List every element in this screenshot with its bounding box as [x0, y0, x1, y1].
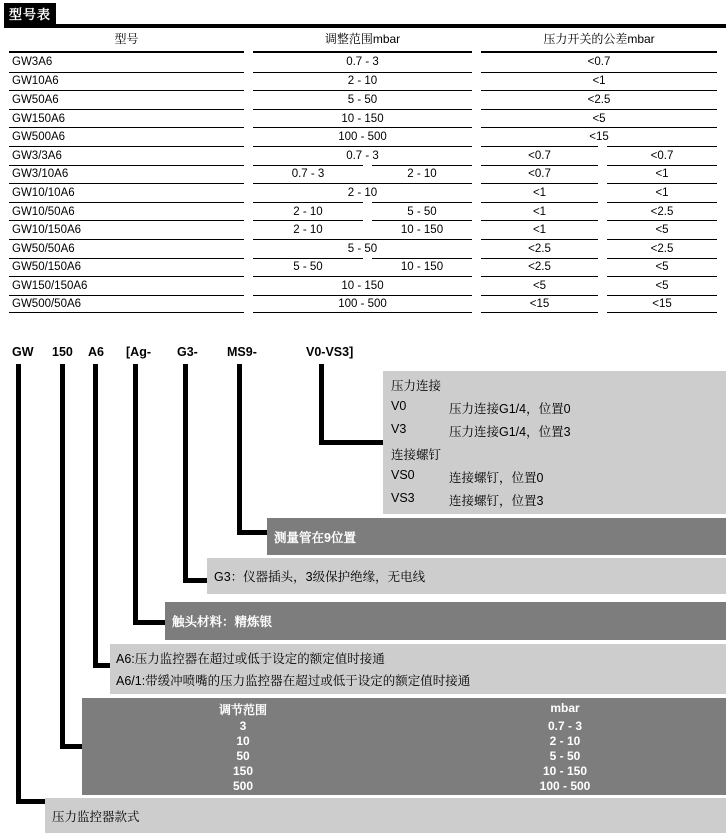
table-row [9, 183, 717, 202]
adjust-header-row [82, 701, 726, 718]
code-part-v0vs3: V0-VS3] [306, 345, 354, 359]
pressure-section-label: 连接螺钉 [391, 447, 442, 462]
adjust-row [82, 779, 726, 793]
table-cell-range: 5 - 50 [253, 239, 472, 258]
pressure-row [391, 399, 726, 417]
table-cell-model: GW50A6 [9, 90, 244, 109]
table-cell-range: 0.7 - 3 [253, 165, 363, 184]
table-cell-tol: <0.7 [481, 165, 598, 184]
adjust-range: 100 - 500 [539, 778, 591, 793]
code-part-g3: G3- [177, 345, 198, 359]
table-cell-model: GW50/50A6 [9, 239, 244, 258]
table-cell-tol: <2.5 [481, 90, 717, 109]
connector-a6-horizontal [93, 663, 110, 668]
table-cell-range: 10 - 150 [372, 258, 472, 277]
table-cell-range: 10 - 150 [372, 220, 472, 239]
table-cell-tol: <5 [481, 276, 598, 295]
table-cell-tol: <1 [481, 202, 598, 221]
table-cell-range: 5 - 50 [253, 90, 472, 109]
table-row [9, 127, 717, 146]
table-cell-tol: <1 [481, 220, 598, 239]
monitor-style-box [45, 798, 726, 833]
table-cell-tol: <0.7 [587, 56, 611, 69]
pressure-row [391, 468, 726, 486]
pressure-row [391, 422, 726, 440]
g3-label: G3：仪器插头，3级保护绝缘，无电线 [214, 570, 426, 584]
adjust-row [82, 764, 726, 778]
table-cell-tol: <2.5 [607, 239, 717, 258]
contact-material-label: 触头材料：精炼银 [172, 615, 273, 629]
model-table-body [9, 53, 717, 313]
table-cell-tol: <1 [607, 183, 717, 202]
page-title: 型号表 [4, 3, 56, 26]
g3-box [207, 558, 726, 594]
table-cell-range: 2 - 10 [253, 202, 363, 221]
pressure-connection-box [383, 371, 726, 514]
measuring-tube-box [267, 518, 726, 555]
table-cell-model: GW10A6 [9, 72, 244, 91]
table-cell-model: GW500/50A6 [9, 295, 244, 314]
table-row [9, 258, 717, 277]
pressure-row [391, 491, 726, 509]
adjust-value: 500 [232, 778, 254, 793]
adjust-value: 3 [239, 718, 247, 733]
adjust-row [82, 719, 726, 733]
table-cell-model: GW3A6 [12, 56, 53, 69]
table-cell-tol: <1 [481, 72, 717, 91]
connector-a6-vertical [93, 364, 98, 668]
table-row [9, 295, 717, 314]
adjust-value: 150 [232, 763, 254, 778]
table-cell-tol: <2.5 [481, 258, 598, 277]
table-cell-range: 100 - 500 [253, 127, 472, 146]
adjust-range: 5 - 50 [549, 748, 581, 763]
a6-box [110, 644, 726, 694]
measuring-tube-label: 测量管在9位置 [274, 530, 356, 545]
pressure-desc: 连接螺钉，位置0 [449, 470, 544, 485]
connector-ms9-horizontal [237, 530, 267, 535]
connector-g3-horizontal [183, 578, 207, 583]
table-row [9, 220, 717, 239]
table-row [9, 53, 717, 72]
table-header-row [9, 28, 717, 53]
adjust-value: 50 [236, 748, 250, 763]
table-row [9, 276, 717, 295]
table-cell-tol: <5 [481, 109, 717, 128]
adjust-header-range: 调节范围 [218, 702, 267, 717]
header-tolerance: 压力开关的公差mbar [481, 28, 717, 53]
table-cell-tol: <1 [607, 165, 717, 184]
table-cell-tol: <0.7 [607, 146, 717, 165]
table-cell-tol: <15 [481, 127, 717, 146]
table-cell-tol: <1 [481, 183, 598, 202]
table-cell-range: 5 - 50 [372, 202, 472, 221]
table-cell-tol: <15 [481, 295, 598, 314]
table-cell-tol: <2.5 [607, 202, 717, 221]
adjust-row [82, 749, 726, 763]
table-cell-model: GW150/150A6 [9, 276, 244, 295]
adjust-row [82, 734, 726, 748]
table-cell-range: 2 - 10 [253, 72, 472, 91]
table-cell-model: GW150A6 [9, 109, 244, 128]
pressure-section-label: 压力连接 [391, 379, 442, 394]
table-cell-model: GW3/3A6 [9, 146, 244, 165]
table-cell-tol: <0.7 [481, 146, 598, 165]
table-cell-range: 5 - 50 [253, 258, 363, 277]
table-cell-tol: <5 [607, 258, 717, 277]
table-cell-model: GW10/10A6 [9, 183, 244, 202]
code-part-ag: [Ag- [126, 345, 151, 359]
connector-g3-vertical [183, 364, 188, 583]
table-cell-tol: <2.5 [481, 239, 598, 258]
pressure-code: V0 [391, 399, 407, 414]
connector-gw-vertical [16, 364, 21, 804]
header-range: 调整范围mbar [253, 28, 472, 53]
connector-v0vs3-vertical [319, 364, 324, 445]
table-cell-model: GW500A6 [9, 127, 244, 146]
table-row [9, 109, 717, 128]
pressure-desc: 连接螺钉，位置3 [449, 493, 544, 508]
pressure-desc: 压力连接G1/4，位置0 [449, 402, 571, 417]
contact-material-box [165, 602, 726, 640]
code-part-gw: GW [12, 345, 34, 359]
table-cell-model: GW3/10A6 [9, 165, 244, 184]
table-cell-tol: <5 [607, 276, 717, 295]
pressure-row [391, 445, 726, 463]
table-cell-model: GW10/50A6 [9, 202, 244, 221]
table-row [9, 239, 717, 258]
table-cell-range: 10 - 150 [253, 276, 472, 295]
table-cell-range: 2 - 10 [253, 220, 363, 239]
table-cell-range: 2 - 10 [253, 183, 472, 202]
table-cell-tol: <15 [607, 295, 717, 314]
connector-ag-vertical [133, 364, 138, 625]
adjust-range: 0.7 - 3 [547, 718, 583, 733]
a6-line-2: A6/1:带缓冲喷嘴的压力监控器在超过或低于设定的额定值时接通 [116, 674, 471, 688]
connector-v0vs3-horizontal [319, 440, 383, 445]
adjust-range: 10 - 150 [542, 763, 588, 778]
adjust-header-mbar: mbar [550, 700, 580, 715]
table-cell-range: 0.7 - 3 [253, 146, 472, 165]
code-part-ms9: MS9- [227, 345, 257, 359]
pressure-code: V3 [391, 422, 407, 437]
table-row [9, 90, 717, 109]
table-row [9, 165, 717, 184]
monitor-style-label: 压力监控器款式 [52, 809, 140, 824]
adjust-value: 10 [236, 733, 250, 748]
connector-ms9-vertical [237, 364, 242, 535]
a6-line-1: A6:压力监控器在超过或低于设定的额定值时接通 [116, 652, 385, 666]
code-part-a6: A6 [88, 345, 104, 359]
model-table [0, 28, 726, 313]
table-cell-range: 10 - 150 [253, 109, 472, 128]
pressure-code: VS0 [391, 467, 415, 482]
table-cell-model: GW10/150A6 [9, 220, 244, 239]
code-part-150: 150 [52, 345, 73, 359]
pressure-code: VS3 [391, 490, 415, 505]
connector-ag-horizontal [133, 620, 165, 625]
pressure-desc: 压力连接G1/4，位置3 [449, 425, 571, 440]
pressure-row [391, 376, 726, 394]
connector-150-horizontal [60, 744, 82, 749]
table-cell-range: 100 - 500 [253, 295, 472, 314]
table-row [9, 146, 717, 165]
adjustment-range-box [82, 698, 726, 795]
table-cell-range: 2 - 10 [372, 165, 472, 184]
table-cell-tol: <5 [607, 220, 717, 239]
table-row [9, 72, 717, 91]
connector-150-vertical [60, 364, 65, 749]
table-row [9, 202, 717, 221]
connector-gw-horizontal [16, 799, 45, 804]
table-cell-range: 0.7 - 3 [346, 56, 379, 69]
table-cell-model: GW50/150A6 [9, 258, 244, 277]
header-model: 型号 [9, 28, 244, 53]
adjust-range: 2 - 10 [549, 733, 581, 748]
